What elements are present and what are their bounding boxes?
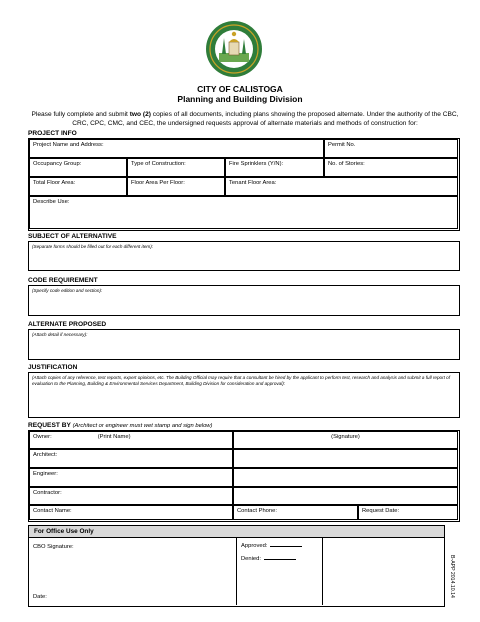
denied-blank[interactable] [264, 559, 296, 560]
architect-field[interactable]: Architect: [29, 449, 233, 468]
subject-note: (Separate forms should be filled out for each different item): [32, 244, 154, 249]
denied-line[interactable]: Denied: [241, 556, 296, 562]
contact-phone-field[interactable]: Contact Phone: [233, 505, 358, 520]
engineer-field[interactable]: Engineer: [29, 468, 233, 487]
total-floor-area-field[interactable]: Total Floor Area: [29, 177, 127, 196]
contractor-signature-field[interactable] [233, 487, 458, 505]
construction-type-field[interactable]: Type of Construction: [127, 158, 225, 177]
request-sub: (Architect or engineer must wet stamp and sign below) [72, 423, 213, 429]
stories-field[interactable]: No. of Stories: [324, 158, 458, 177]
approval-area [236, 538, 323, 605]
architect-signature-field[interactable] [233, 449, 458, 468]
subject-title: SUBJECT OF ALTERNATIVE [28, 233, 117, 240]
project-info-box [28, 138, 460, 231]
form-id: B-APP 2014.10.14 [449, 555, 455, 598]
code-title: CODE REQUIREMENT [28, 277, 98, 284]
division-title: Planning and Building Division [177, 94, 303, 104]
alternate-box[interactable] [28, 329, 460, 360]
permit-no-field[interactable]: Permit No. [324, 139, 458, 158]
city-seal [205, 20, 263, 78]
project-info-title: PROJECT INFO [28, 130, 77, 137]
code-box[interactable] [28, 285, 460, 316]
alternate-note: (Attach detail if necessary): [32, 332, 88, 337]
request-title: REQUEST BY (Architect or engineer must wet stamp and sign below) [28, 422, 213, 429]
justification-note: (Attach copies of any reference, test reports, expert opinions, etc. The Building Official may require that a consultant be hired by the applicant to perform test, research and analysis and submit a full report of evaluation to the Planning, Building & Environmental Services Department, Building Division for consideration and approval): [32, 375, 450, 386]
office-box [28, 525, 445, 607]
office-date-label: Date: [33, 594, 47, 600]
subject-box[interactable] [28, 241, 460, 271]
project-name-field[interactable]: Project Name and Address: [29, 139, 324, 158]
cbo-signature-label: CBO Signature: [33, 544, 74, 550]
sprinklers-field[interactable]: Fire Sprinklers (Y/N): [225, 158, 324, 177]
justification-title: JUSTIFICATION [28, 364, 78, 371]
city-seal-graphic [205, 20, 263, 78]
print-name-label: (Print Name) [97, 434, 131, 440]
occupancy-field[interactable]: Occupancy Group: [29, 158, 127, 177]
owner-signature-field[interactable]: (Signature) [233, 431, 458, 449]
city-title: CITY OF CALISTOGA [197, 84, 283, 94]
approved-line[interactable]: Approved: [241, 543, 302, 549]
approved-blank[interactable] [270, 546, 302, 547]
request-box [28, 430, 460, 522]
code-note: (Specify code edition and section): [32, 288, 103, 293]
request-date-field[interactable]: Request Date: [358, 505, 458, 520]
justification-box[interactable] [28, 372, 460, 418]
intro-text: Please fully complete and submit two (2) copies of all documents, including plans showing the proposed alternate. Under the authority of the CBC, CRC, CPC, CMC, and CEC, the undersigned requests approval of alternate materials and methods of construction for: [31, 111, 459, 127]
contractor-field[interactable]: Contractor: [29, 487, 233, 505]
engineer-signature-field[interactable] [233, 468, 458, 487]
tenant-floor-area-field[interactable]: Tenant Floor Area: [225, 177, 458, 196]
owner-print-field[interactable]: Owner: (Print Name) [29, 431, 233, 449]
contact-name-field[interactable]: Contact Name: [29, 505, 233, 520]
describe-use-field[interactable]: Describe Use: [29, 196, 458, 229]
office-header: For Office Use Only [29, 526, 444, 538]
alternate-title: ALTERNATE PROPOSED [28, 321, 107, 328]
floor-area-per-floor-field[interactable]: Floor Area Per Floor: [127, 177, 225, 196]
cbo-signature-area[interactable] [29, 538, 237, 605]
